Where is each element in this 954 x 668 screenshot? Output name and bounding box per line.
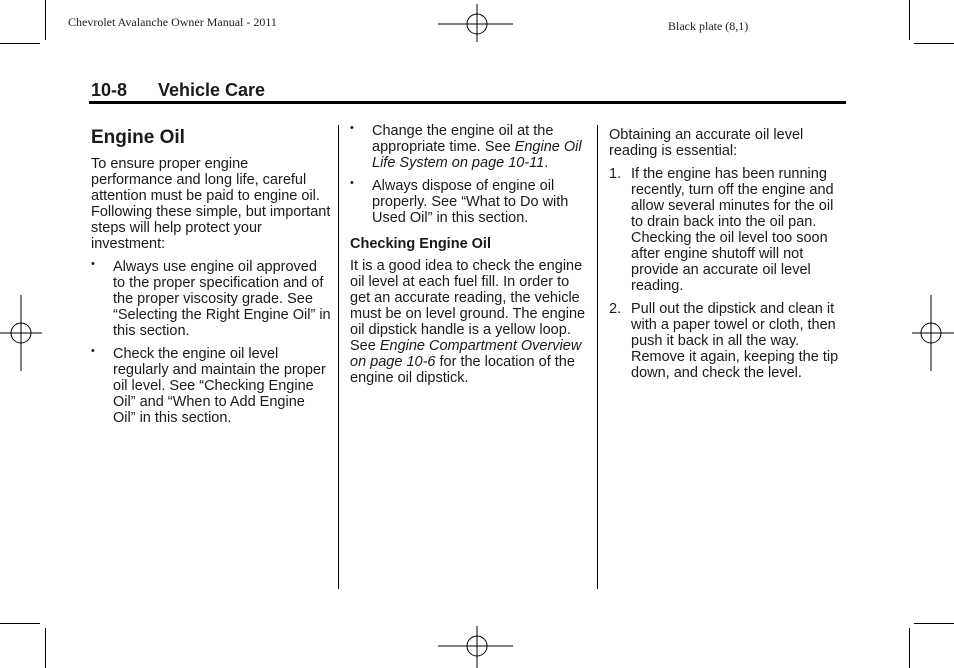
crop-mark	[914, 623, 954, 624]
crop-mark	[45, 628, 46, 668]
registration-mark-bottom	[438, 626, 518, 668]
column-3	[609, 127, 845, 381]
column-divider	[597, 125, 598, 589]
bullet-text: Check the engine oil level regularly and maintain the proper oil level. See “Checking Engine Oil” and “When to Add Engine Oil” in this section.	[113, 346, 326, 426]
list-item	[609, 166, 845, 294]
list-item	[609, 301, 845, 381]
list-item	[91, 259, 331, 339]
bullet-text: Always dispose of engine oil properly. See “What to Do with Used Oil” in this section.	[372, 178, 569, 226]
step-number: 1.	[609, 166, 622, 182]
column-2	[350, 123, 590, 386]
bullet-mark: •	[350, 122, 354, 134]
cross-reference-link[interactable]: Engine Oil Life System on page 10-11	[372, 139, 582, 171]
crop-mark	[909, 0, 910, 40]
paragraph-text: It is a good idea to check the engine oil level at each fuel fill. In order to get an accurate reading, the vehicle must be on level ground. The engine oil dipstick handle is a yellow loop. See	[350, 258, 586, 354]
registration-mark-top	[438, 4, 518, 44]
list-item	[91, 346, 331, 426]
crop-mark	[914, 43, 954, 44]
column-divider	[338, 125, 339, 589]
running-header	[91, 80, 265, 101]
crop-mark	[909, 628, 910, 668]
section-title: Vehicle Care	[158, 80, 266, 100]
page-number: 10-8	[91, 80, 128, 100]
bullet-text-end: .	[544, 155, 549, 171]
crop-mark	[0, 623, 40, 624]
slug-right: Black plate (8,1)	[668, 19, 749, 33]
subheading: Checking Engine Oil	[350, 236, 491, 252]
intro-paragraph: To ensure proper engine performance and long life, careful attention must be paid to engine oil. Following these simple, but important steps will help protect your investment:	[91, 156, 331, 252]
bullet-mark: •	[350, 177, 354, 189]
slug-left: Chevrolet Avalanche Owner Manual - 2011	[68, 15, 277, 29]
page-title: Engine Oil	[91, 127, 185, 148]
checking-paragraph	[350, 258, 590, 386]
bullet-mark: •	[91, 345, 95, 357]
crop-mark	[45, 0, 46, 40]
registration-mark-right	[910, 295, 954, 371]
bullet-text: Change the engine oil at the appropriate time. See	[372, 123, 554, 155]
paragraph-text-end: for the location of the engine oil dipstick.	[350, 354, 575, 386]
crop-mark	[0, 43, 40, 44]
column-1	[91, 127, 331, 426]
cross-reference-link[interactable]: Engine Compartment Overview on page 10-6	[350, 338, 582, 370]
registration-mark-left	[0, 295, 44, 371]
step-text: If the engine has been running recently, turn off the engine and allow several minutes for the oil to drain back into the oil pan. Checking the oil level too soon after engine shutoff will not provide an accurate oil level reading.	[631, 166, 834, 294]
bullet-text: Always use engine oil approved to the proper specification and of the proper viscosity grade. See “Selecting the Right Engine Oil” in this section.	[113, 259, 331, 339]
list-item	[350, 178, 590, 226]
intro-paragraph: Obtaining an accurate oil level reading is essential:	[609, 127, 804, 159]
step-number: 2.	[609, 301, 622, 317]
header-rule	[89, 101, 846, 104]
step-text: Pull out the dipstick and clean it with a paper towel or cloth, then push it back in all the way. Remove it again, keeping the tip down, and check the level.	[631, 301, 839, 381]
list-item	[350, 123, 590, 171]
bullet-mark: •	[91, 258, 95, 270]
